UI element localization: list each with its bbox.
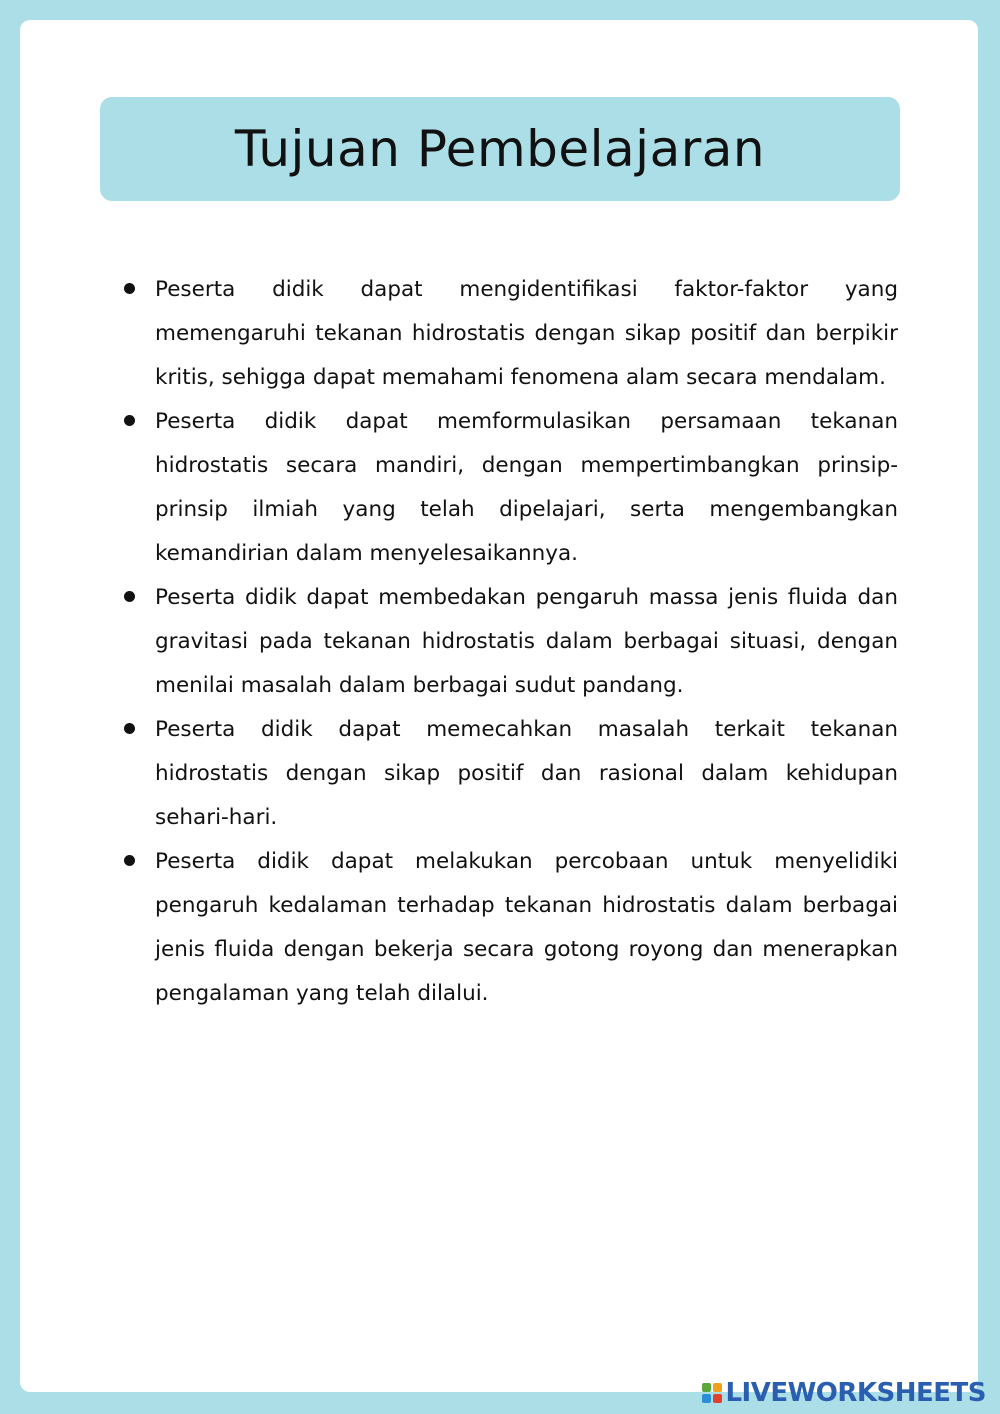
objective-text: Peserta didik dapat melakukan percobaan untuk menyelidiki pengaruh kedalaman terhadap tekanan hidrostatis dalam berbagai jenis fluida dengan bekerja secara gotong royong dan menerapkan pengalaman yang telah dilalui.	[155, 849, 898, 1006]
objectives-list	[155, 268, 898, 1016]
objective-text: Peserta didik dapat memformulasikan persamaan tekanan hidrostatis secara mandiri, dengan mempertimbangkan prinsip-prinsip ilmiah yang telah dipelajari, serta mengembangkan kemandirian dalam menyelesaikannya.	[155, 409, 898, 566]
objective-text: Peserta didik dapat mengidentifikasi faktor-faktor yang memengaruhi tekanan hidrostatis dengan sikap positif dan berpikir kritis, sehigga dapat memahami fenomena alam secara mendalam.	[155, 277, 898, 390]
bullet-icon	[124, 415, 135, 426]
objective-item	[155, 576, 898, 708]
objective-text: Peserta didik dapat membedakan pengaruh massa jenis fluida dan gravitasi pada tekanan hidrostatis dalam berbagai situasi, dengan menilai masalah dalam berbagai sudut pandang.	[155, 585, 898, 698]
title-banner	[100, 97, 900, 201]
objective-item	[155, 268, 898, 400]
objective-item	[155, 840, 898, 1016]
objective-text: Peserta didik dapat memecahkan masalah terkait tekanan hidrostatis dengan sikap positif dan rasional dalam kehidupan sehari-hari.	[155, 717, 898, 830]
bullet-icon	[124, 855, 135, 866]
objective-item	[155, 708, 898, 840]
liveworksheets-logo-icon	[702, 1383, 722, 1403]
objective-item	[155, 400, 898, 576]
bullet-icon	[124, 283, 135, 294]
brand-name: LIVEWORKSHEETS	[725, 1378, 986, 1408]
bullet-icon	[124, 723, 135, 734]
bullet-icon	[124, 591, 135, 602]
liveworksheets-brand[interactable]	[702, 1378, 986, 1408]
page-title: Tujuan Pembelajaran	[234, 120, 766, 178]
